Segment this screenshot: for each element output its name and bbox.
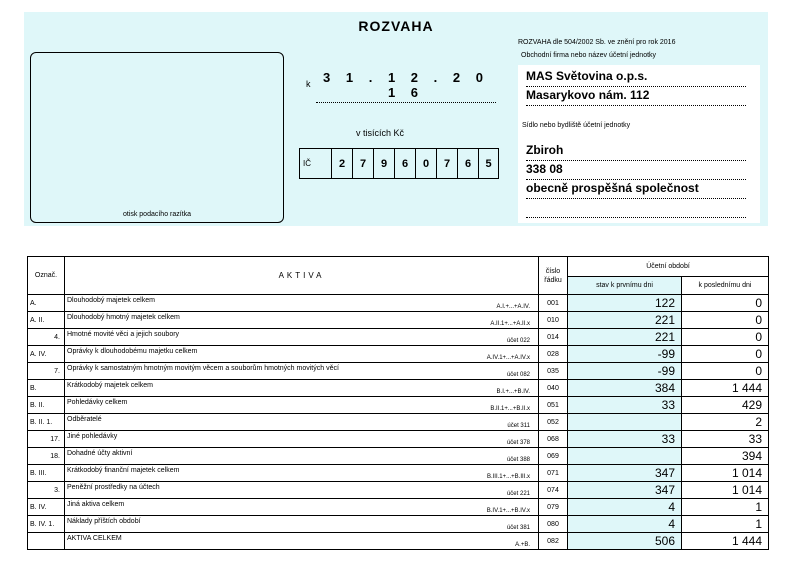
row-formula: účet 082 [506,372,530,378]
row-label-cell [65,397,539,414]
row-oznac: B. II. [28,397,65,414]
row-value-first-day: 33 [568,397,682,414]
row-value-last-day: 1 444 [682,380,769,397]
row-label: Krátkodobý majetek celkem [67,382,153,389]
row-formula: B.III.1+...+B.III.x [486,474,530,480]
row-label-cell [65,533,539,550]
row-label: Oprávky k samostatným hmotným movitým věcem a souborům hmotných movitých věcí [67,365,339,372]
row-number: 052 [539,414,568,431]
table-row [28,482,769,499]
row-label-cell [65,346,539,363]
row-number: 010 [539,312,568,329]
row-label: Dlouhodobý majetek celkem [67,297,155,304]
row-label-cell [65,516,539,533]
table-row [28,448,769,465]
table-row [28,346,769,363]
row-value-first-day: -99 [568,346,682,363]
row-value-last-day: 0 [682,312,769,329]
table-row [28,431,769,448]
row-value-first-day: 221 [568,329,682,346]
date-prefix: k [306,79,311,89]
row-number: 051 [539,397,568,414]
table-row [28,516,769,533]
seat-label: Sídlo nebo bydliště účetní jednotky [522,122,631,129]
row-formula: A.II.1+...+A.II.x [490,321,530,327]
row-formula: účet 311 [507,423,530,429]
units-label: v tisících Kč [356,128,405,138]
row-value-first-day [568,414,682,431]
row-label-cell [65,448,539,465]
row-label: Hmotné movité věci a jejich soubory [67,331,180,338]
row-value-last-day: 1 [682,516,769,533]
row-oznac: 18. [28,448,65,465]
table-row [28,380,769,397]
firm-name: MAS Světovina o.p.s. [526,68,746,87]
row-number: 082 [539,533,568,550]
row-label: Jiné pohledávky [67,433,118,440]
row-label-cell [65,414,539,431]
ic-digit: 2 [331,148,352,179]
row-formula: účet 221 [506,491,530,497]
row-value-first-day: 4 [568,516,682,533]
row-value-last-day: 1 014 [682,482,769,499]
row-value-first-day: 347 [568,482,682,499]
row-value-first-day: 122 [568,295,682,312]
row-number: 071 [539,465,568,482]
row-formula: účet 022 [506,338,530,344]
row-oznac: B. IV. 1. [28,516,65,533]
ic-digit: 7 [352,148,373,179]
row-value-first-day: 4 [568,499,682,516]
row-number: 074 [539,482,568,499]
row-formula: účet 388 [506,457,530,463]
row-value-last-day: 0 [682,329,769,346]
ic-digit: 0 [415,148,436,179]
row-formula: účet 381 [506,525,530,531]
header-cislo-radku: číslo řádku [539,257,568,295]
row-label: Krátkodobý finanční majetek celkem [67,467,180,474]
row-oznac: 4. [28,329,65,346]
row-value-first-day: 221 [568,312,682,329]
row-value-first-day: -99 [568,363,682,380]
row-formula: B.II.1+...+B.II.x [490,406,530,412]
row-value-last-day: 429 [682,397,769,414]
table-row [28,533,769,550]
row-formula: B.IV.1+...+B.IV.x [486,508,530,514]
row-oznac: B. IV. [28,499,65,516]
row-oznac: 17. [28,431,65,448]
header-panel [24,12,768,226]
row-oznac: A. II. [28,312,65,329]
page-title: ROZVAHA [358,18,434,34]
row-value-last-day: 0 [682,363,769,380]
row-value-first-day: 347 [568,465,682,482]
row-oznac: B. III. [28,465,65,482]
row-oznac: A. IV. [28,346,65,363]
row-label-cell [65,329,539,346]
row-label-cell [65,431,539,448]
row-number: 035 [539,363,568,380]
row-label-cell [65,465,539,482]
stamp-box [30,52,284,223]
table-row [28,329,769,346]
row-number: 080 [539,516,568,533]
row-number: 014 [539,329,568,346]
row-number: 079 [539,499,568,516]
row-number: 028 [539,346,568,363]
row-label-cell [65,312,539,329]
row-value-last-day: 1 014 [682,465,769,482]
row-number: 040 [539,380,568,397]
row-value-first-day: 506 [568,533,682,550]
legal-form: obecně prospěšná společnost [526,180,746,199]
zip-code: 338 08 [526,161,746,180]
date-row [306,70,502,100]
row-oznac: A. [28,295,65,312]
ic-digit: 5 [478,148,499,179]
row-value-last-day: 394 [682,448,769,465]
row-value-first-day: 33 [568,431,682,448]
ic-row [299,148,499,179]
row-label: Jiná aktiva celkem [67,501,125,508]
table-row [28,465,769,482]
ic-label: IČ [299,148,331,179]
street-address: Masarykovo nám. 112 [526,87,746,106]
row-formula: A.+B. [515,542,530,548]
table-row [28,397,769,414]
city: Zbiroh [526,142,746,161]
row-value-last-day: 0 [682,346,769,363]
law-note: ROZVAHA dle 504/2002 Sb. ve znění pro rok 2016 [518,39,676,46]
row-label-cell [65,380,539,397]
row-value-last-day: 0 [682,295,769,312]
row-value-last-day: 2 [682,414,769,431]
table-row [28,312,769,329]
table-row [28,499,769,516]
row-label-cell [65,295,539,312]
row-label: Dohadné účty aktivní [67,450,133,457]
row-number: 001 [539,295,568,312]
row-value-first-day [568,448,682,465]
date-value: 3 1 . 1 2 . 2 0 1 6 [316,70,496,103]
ic-digit: 7 [436,148,457,179]
firm-label: Obchodní firma nebo název účetní jednotky [521,52,657,59]
row-value-last-day: 33 [682,431,769,448]
ic-digit: 6 [394,148,415,179]
row-oznac [28,533,65,550]
row-label-cell [65,499,539,516]
blank-line [526,199,746,218]
ic-digit: 9 [373,148,394,179]
row-value-last-day: 1 [682,499,769,516]
table-row [28,363,769,380]
row-oznac: 7. [28,363,65,380]
row-oznac: B. [28,380,65,397]
row-oznac: B. II. 1. [28,414,65,431]
row-formula: B.I.+...+B.IV. [496,389,530,395]
row-number: 068 [539,431,568,448]
entity-info-box [518,65,760,223]
ic-digit: 6 [457,148,478,179]
table-row [28,414,769,431]
row-number: 069 [539,448,568,465]
row-label-cell [65,363,539,380]
row-label: Peněžní prostředky na účtech [67,484,160,491]
header-oznac: Označ. [28,257,65,295]
aktiva-table [27,256,769,550]
row-label: Odběratelé [67,416,102,423]
row-value-first-day: 384 [568,380,682,397]
stamp-label: otisk podacího razítka [122,211,192,218]
row-label-cell [65,482,539,499]
row-label: Oprávky k dlouhodobému majetku celkem [67,348,198,355]
row-label: Náklady příštích období [67,518,141,525]
row-formula: účet 378 [506,440,530,446]
header-ucetni-obdobi: Účetní období [568,257,769,277]
row-label: AKTIVA CELKEM [67,535,122,542]
row-label: Pohledávky celkem [67,399,128,406]
row-oznac: 3. [28,482,65,499]
table-row [28,295,769,312]
row-label: Dlouhodobý hmotný majetek celkem [67,314,180,321]
row-formula: A.IV.1+...+A.IV.x [486,355,530,361]
header-last-day: k poslednímu dni [682,277,769,295]
header-aktiva: AKTIVA [65,257,539,295]
header-first-day: stav k prvnímu dni [568,277,682,295]
row-value-last-day: 1 444 [682,533,769,550]
row-formula: A.I.+...+A.IV. [496,304,530,310]
